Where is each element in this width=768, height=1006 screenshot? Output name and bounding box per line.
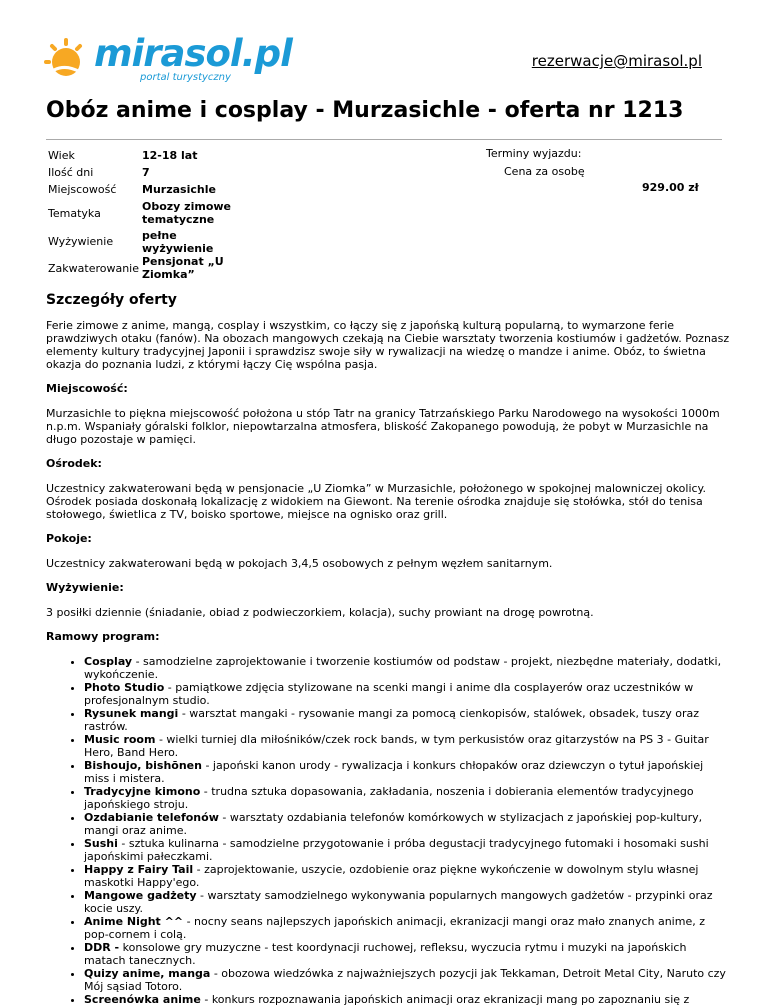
list-item [84, 863, 730, 889]
info-label: Wyżywienie [48, 235, 114, 248]
info-value: Pensjonat „U Ziomka” [142, 255, 224, 281]
info-value: Obozy zimowe tematyczne [142, 200, 231, 226]
program-item-name: Mangowe gadżety [84, 889, 197, 902]
program-item-name: Quizy anime, manga [84, 967, 211, 980]
list-item [84, 811, 730, 837]
info-label: Zakwaterowanie [48, 261, 140, 275]
program-item-name: Happy z Fairy Tail [84, 863, 194, 876]
program-item-desc: - nocny seans najlepszych japońskich animacji, ekranizacji mangi oraz mało znanych anime, z pop-cornem i colą. [84, 915, 705, 941]
info-row-board [48, 228, 242, 255]
program-item-desc: - konkurs rozpoznawania japońskich animacji oraz ekranizacji mang po zapoznaniu się z [200, 993, 690, 1006]
info-value: pełne wyżywienie [142, 228, 214, 255]
program-item-name: Sushi [84, 837, 118, 850]
program-item-name: Ozdabianie telefonów [84, 811, 219, 824]
program-item-desc: - sztuka kulinarna - samodzielne przygotowanie i próba degustacji tradycyjnego futomaki i hosomaki sushi japońskimi pałeczkami. [84, 837, 709, 863]
program-item-name: Tradycyjne kimono [84, 785, 201, 798]
page-title: Obóz anime i cosplay - Murzasichle - oferta nr 1213 [46, 98, 684, 123]
list-item [84, 993, 730, 1006]
program-item-name: DDR - [84, 941, 120, 954]
details-heading: Szczegóły oferty [46, 292, 177, 308]
list-item [84, 837, 730, 863]
location-paragraph: Murzasichle to piękna miejscowość położona u stóp Tatr na granicy Tatrzańskiego Parku Narodowego na wysokości 1000m n.p.m. Wspaniały góralski folklor, niepowtarzalna atmosfera, bliskość Zakopanego powodują, że pobyt w Murzasichle na długo pozostaje w pamięci. [46, 407, 720, 446]
info-value: 7 [142, 166, 150, 179]
intro-paragraph: Ferie zimowe z anime, mangą, cosplay i wszystkim, co łączy się z japońską kulturą popularną, to wymarzone ferie prawdziwych otaku (fanów). Na obozach mangowych czekają na Ciebie warsztaty tworzenia kostiumów i gadżetów. Poznasz elementy kultury tradycyjnej Japonii i sprawdzisz swoje siły w rywalizacji na wiedzę o mandze i anime. Obóz, to świetna okazja do poznania ludzi, z którymi łączy Cię wspólna pasja. [46, 319, 730, 371]
offer-details [46, 294, 730, 1006]
info-label: Tematyka [48, 206, 101, 220]
center-paragraph: Uczestnicy zakwaterowani będą w pensjonacie „U Ziomka” w Murzasichle, położonego w spokojnej malowniczej okolicy. Ośrodek posiada doskonałą lokalizację z widokiem na Giewont. Na terenie ośrodka znajduje się stołówka, stół do tenisa stołowego, świetlica z TV, boisko sportowe, miejsce na ognisko oraz grill. [46, 482, 706, 521]
sun-icon [44, 36, 92, 84]
program-item-desc: - zaprojektowanie, uszycie, ozdobienie oraz piękne wykończenie w dowolnym stylu własnej maskotki Happy'ego. [84, 863, 699, 889]
list-item [84, 681, 730, 707]
program-item-desc: - pamiątkowe zdjęcia stylizowane na scenki mangi i anime dla cosplayerów oraz uczestników w profesjonalnym studio. [84, 681, 694, 707]
program-item-desc: - warsztat mangaki - rysowanie mangi za pomocą cienkopisów, stalówek, obsadek, tuszy oraz rastrów. [84, 707, 699, 733]
program-item-name: Music room [84, 733, 156, 746]
site-logo[interactable] [44, 32, 292, 92]
center-heading: Ośrodek: [46, 457, 102, 470]
program-item-name: Screenówka anime [84, 993, 201, 1006]
info-row-accommodation [48, 255, 242, 281]
terms-heading: Terminy wyjazdu: [486, 147, 582, 160]
program-item-name: Rysunek mangi [84, 707, 179, 720]
info-value: 12-18 lat [142, 149, 198, 162]
info-row-theme [48, 198, 242, 228]
program-list [46, 655, 730, 1006]
program-item-name: Cosplay [84, 655, 133, 668]
food-heading: Wyżywienie: [46, 581, 124, 594]
program-item-name: Photo Studio [84, 681, 165, 694]
list-item [84, 733, 730, 759]
price-label: Cena za osobę [504, 165, 585, 178]
list-item [84, 707, 730, 733]
list-item [84, 941, 730, 967]
rooms-paragraph: Uczestnicy zakwaterowani będą w pokojach 3,4,5 osobowych z pełnym węzłem sanitarnym. [46, 557, 553, 570]
logo-wordmark: mirasol.pl [94, 32, 292, 75]
price-value: 929.00 zł [642, 181, 699, 194]
terms-box [486, 147, 699, 194]
info-row-age [48, 147, 242, 164]
program-item-desc: - warsztaty ozdabiania telefonów komórkowych w stylizacjach z japońskiej pop-kultury, mangi oraz anime. [84, 811, 703, 837]
program-item-desc: - japoński kanon urody - rywalizacja i konkurs chłopaków oraz dziewczyn o tytuł japońskiej miss i mistera. [84, 759, 704, 785]
program-item-desc: konsolowe gry muzyczne - test koordynacji ruchowej, refleksu, wyczucia rytmu i muzyki na japońskich matach tanecznych. [84, 941, 687, 967]
offer-info-table [48, 147, 242, 281]
list-item [84, 889, 730, 915]
program-item-desc: - obozowa wiedzówka z najważniejszych pozycji jak Tekkaman, Detroit Metal City, Naruto czy Mój sąsiad Totoro. [84, 967, 726, 993]
list-item [84, 655, 730, 681]
title-divider [46, 139, 722, 140]
info-label: Ilość dni [48, 166, 94, 179]
program-item-name: Anime Night ^^ [84, 915, 184, 928]
info-value: Murzasichle [142, 183, 216, 196]
food-paragraph: 3 posiłki dziennie (śniadanie, obiad z podwieczorkiem, kolacja), suchy prowiant na drogę powrotną. [46, 606, 594, 619]
rooms-heading: Pokoje: [46, 532, 92, 545]
reservation-email-link[interactable]: rezerwacje@mirasol.pl [531, 52, 702, 70]
info-row-days [48, 164, 242, 181]
program-heading: Ramowy program: [46, 630, 160, 643]
location-heading: Miejscowość: [46, 382, 128, 395]
list-item [84, 967, 730, 993]
list-item [84, 785, 730, 811]
logo-tagline: portal turystyczny [140, 72, 231, 83]
program-item-desc: - samodzielne zaprojektowanie i tworzenie kostiumów od podstaw - projekt, niezbędne materiały, dodatki, wykończenie. [84, 655, 722, 681]
info-row-location [48, 181, 242, 198]
program-item-name: Bishoujo, bishōnen [84, 759, 202, 772]
program-item-desc: - trudna sztuka dopasowania, zakładania, noszenia i dobierania elementów tradycyjnego japońskiego stroju. [84, 785, 694, 811]
list-item [84, 915, 730, 941]
program-item-desc: - wielki turniej dla miłośników/czek rock bands, w tym perkusistów oraz gitarzystów na PS 3 - Guitar Hero, Band Hero. [84, 733, 709, 759]
info-label: Wiek [48, 149, 75, 162]
program-item-desc: - warsztaty samodzielnego wykonywania popularnych mangowych gadżetów - przypinki oraz kocie uszy. [84, 889, 713, 915]
list-item [84, 759, 730, 785]
info-label: Miejscowość [48, 183, 117, 196]
page-header [0, 0, 768, 110]
